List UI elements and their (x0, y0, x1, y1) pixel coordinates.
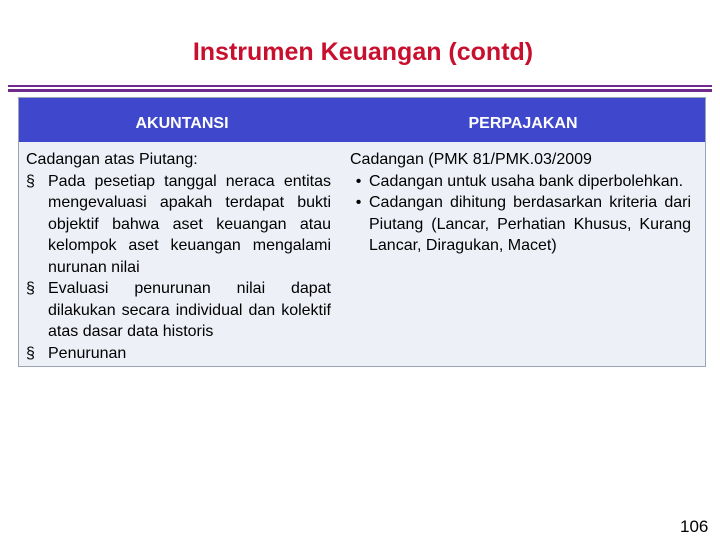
list-item (26, 278, 331, 343)
comparison-table (18, 97, 706, 367)
square-bullet-icon: § (26, 344, 35, 362)
header-perpajakan: PERPAJAKAN (468, 115, 578, 132)
list-item (350, 171, 691, 193)
perpajakan-column (350, 149, 691, 257)
bullet-icon: • (355, 172, 362, 190)
list-item-text: Cadangan dihitung berdasarkan kriteria dari Piutang (Lancar, Perhatian Khusus, Kurang Lancar, Diragukan, Macet) (369, 194, 691, 254)
list-item (350, 192, 691, 257)
square-bullet-icon: § (26, 172, 35, 190)
square-bullet-icon: § (26, 280, 35, 297)
perpajakan-intro: Cadangan (PMK 81/PMK.03/2009 (350, 151, 592, 168)
list-item-text: Evaluasi penurunan nilai dapat dilakukan secara individual dan kolektif atas dasar data historis (48, 280, 331, 340)
title-divider-bottom (8, 89, 712, 92)
table-header (19, 98, 705, 142)
list-item (26, 171, 331, 279)
akuntansi-column (26, 149, 331, 364)
list-item-text: Cadangan untuk usaha bank diperbolehkan. (369, 172, 684, 190)
page-number: 106 (680, 517, 709, 536)
bullet-icon: • (355, 194, 362, 211)
akuntansi-intro: Cadangan atas Piutang: (26, 151, 198, 168)
title-divider-top (8, 85, 712, 87)
list-item (26, 343, 331, 365)
header-akuntansi: AKUNTANSI (135, 115, 229, 132)
list-item-text: Penurunan (48, 344, 127, 362)
slide-title: Instrumen Keuangan (contd) (192, 38, 534, 66)
list-item-text: Pada pesetiap tanggal neraca entitas mengevaluasi apakah terdapat bukti objektif bahwa aset keuangan atau kelompok aset keuangan mengalami nurunan nilai (48, 172, 331, 276)
